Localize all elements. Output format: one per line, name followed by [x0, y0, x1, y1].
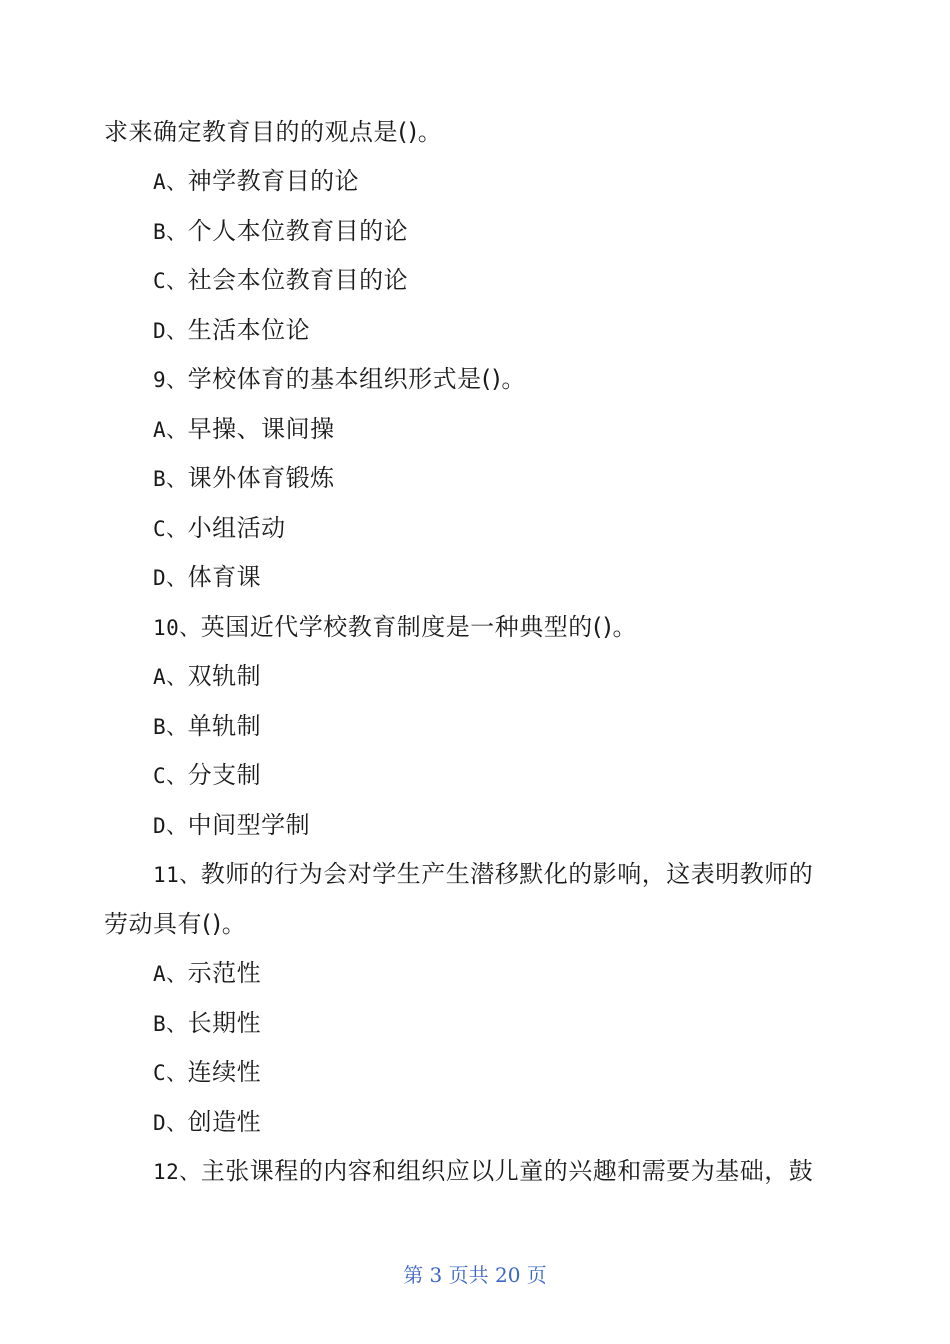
option-text: 早操、课间操 [187, 415, 335, 443]
text-line [104, 117, 442, 148]
option-line [153, 562, 261, 593]
option-text: 个人本位教育目的论 [187, 217, 409, 245]
option-line [153, 166, 359, 197]
option-letter: A、 [153, 665, 188, 689]
question-text: 学校体育的基本组织形式是()。 [187, 365, 526, 393]
option-letter: B、 [153, 1012, 188, 1036]
question-number: 11、 [153, 863, 201, 887]
option-letter: C、 [153, 517, 188, 541]
option-letter: B、 [153, 220, 188, 244]
option-line [153, 1008, 261, 1039]
option-line [153, 661, 261, 692]
option-line [153, 760, 261, 791]
option-text: 小组活动 [187, 514, 286, 542]
option-line [153, 315, 310, 346]
option-letter: D、 [153, 1111, 188, 1135]
question-line [153, 859, 813, 890]
question-text: 英国近代学校教育制度是一种典型的()。 [200, 613, 638, 641]
option-text: 中间型学制 [187, 811, 311, 839]
question-line [153, 1156, 813, 1187]
option-line [153, 463, 335, 494]
option-letter: C、 [153, 269, 188, 293]
question-number: 10、 [153, 616, 201, 640]
question-line [153, 612, 637, 643]
option-line [153, 958, 261, 989]
option-line [153, 414, 335, 445]
option-text: 分支制 [187, 761, 262, 789]
option-text: 示范性 [187, 959, 262, 987]
option-letter: B、 [153, 467, 188, 491]
option-letter: D、 [153, 319, 188, 343]
option-letter: B、 [153, 715, 188, 739]
page-number-footer: 第 3 页共 20 页 [403, 1263, 547, 1287]
option-line [153, 513, 286, 544]
option-line [153, 265, 408, 296]
question-number: 12、 [153, 1160, 201, 1184]
option-line [153, 711, 261, 742]
option-letter: A、 [153, 170, 188, 194]
option-letter: A、 [153, 418, 188, 442]
option-letter: D、 [153, 814, 188, 838]
option-letter: D、 [153, 566, 188, 590]
question-text: 教师的行为会对学生产生潜移默化的影响，这表明教师的 [200, 860, 814, 888]
option-text: 体育课 [187, 563, 262, 591]
option-line [153, 1107, 261, 1138]
option-text: 连续性 [187, 1058, 262, 1086]
line-text: 求来确定教育目的的观点是()。 [104, 118, 443, 146]
option-text: 社会本位教育目的论 [187, 266, 409, 294]
question-text: 主张课程的内容和组织应以儿童的兴趣和需要为基础，鼓 [200, 1157, 814, 1185]
text-line [104, 909, 246, 940]
option-line [153, 810, 310, 841]
option-text: 神学教育目的论 [187, 167, 360, 195]
option-text: 创造性 [187, 1108, 262, 1136]
question-line [153, 364, 526, 395]
option-text: 单轨制 [187, 712, 262, 740]
option-letter: A、 [153, 962, 188, 986]
option-text: 生活本位论 [187, 316, 311, 344]
option-text: 长期性 [187, 1009, 262, 1037]
option-line [153, 1057, 261, 1088]
question-number: 9、 [153, 368, 188, 392]
option-text: 课外体育锻炼 [187, 464, 335, 492]
option-text: 双轨制 [187, 662, 262, 690]
line-text: 劳动具有()。 [104, 910, 247, 938]
option-letter: C、 [153, 764, 188, 788]
option-line [153, 216, 408, 247]
option-letter: C、 [153, 1061, 188, 1085]
